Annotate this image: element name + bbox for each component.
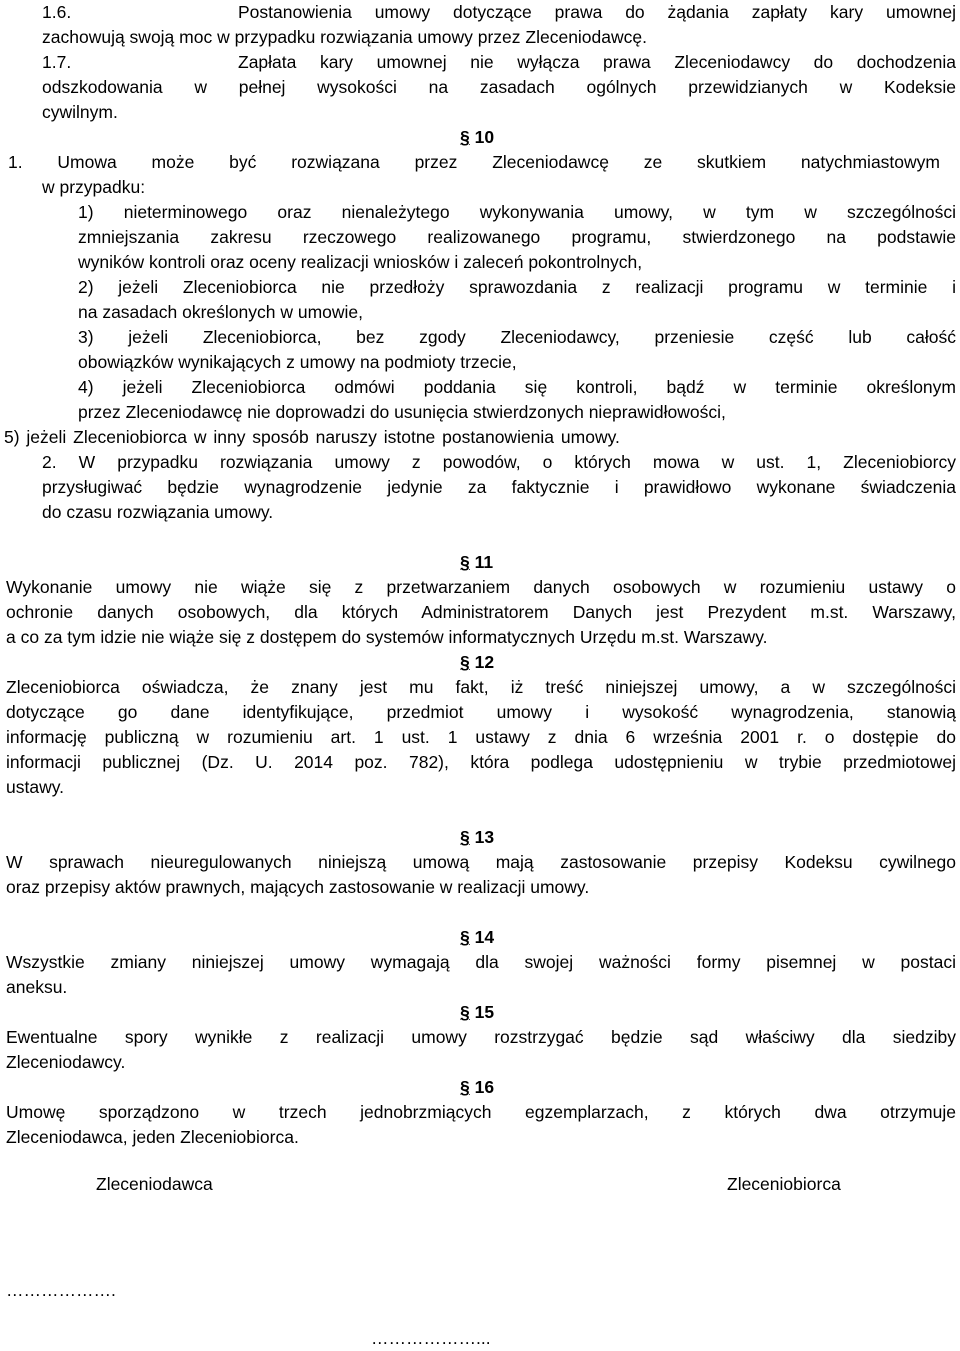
paragraph-line: cywilnym. [42, 102, 118, 122]
paragraph-line: przysługiwać będzie wynagrodzenie jedynie za faktycznie i prawidłowo wykonane świadczenia [42, 477, 956, 497]
paragraph-line: dotyczące go dane identyfikujące, przedmiot umowy i wysokość wynagrodzenia, stanowią [6, 702, 956, 722]
list-item-line: 3) jeżeli Zleceniobiorca, bez zgody Zleceniodawcy, przeniesie część lub całość [78, 327, 956, 347]
paragraph-line: Zleceniobiorca oświadcza, że znany jest mu fakt, iż treść niniejszej umowy, a w szczególności [6, 677, 956, 697]
paragraph-line: Umowę sporządzono w trzech jednobrzmiących egzemplarzach, z których dwa otrzymuje [6, 1102, 956, 1122]
item-number: 1.6. [42, 2, 72, 22]
paragraph-line: Zleceniodawcy. [6, 1052, 126, 1072]
section-heading-15: § 15 [460, 1002, 495, 1022]
list-item-line: obowiązków wynikających z umowy na podmioty trzecie, [78, 352, 517, 372]
list-item-line: 4) jeżeli Zleceniobiorca odmówi poddania się kontroli, bądź w terminie określonym [78, 377, 956, 397]
paragraph-line: Wszystkie zmiany niniejszej umowy wymagają dla swojej ważności formy pisemnej w postaci [6, 952, 956, 972]
list-item-line: zmniejszania zakresu rzeczowego realizowanego programu, stwierdzonego na podstawie [78, 227, 956, 247]
section-heading-11: § 11 [460, 552, 494, 572]
paragraph-line: w przypadku: [42, 177, 146, 197]
paragraph-line: do czasu rozwiązania umowy. [42, 502, 274, 522]
paragraph-line: odszkodowania w pełnej wysokości na zasadach ogólnych przewidzianych w Kodeksie [42, 77, 956, 97]
paragraph-line: oraz przepisy aktów prawnych, mających zastosowanie w realizacji umowy. [6, 877, 590, 897]
list-item-line: 2) jeżeli Zleceniobiorca nie przedłoży sprawozdania z realizacji programu w terminie i [78, 277, 956, 297]
paragraph-line: zachowują swoją moc w przypadku rozwiązania umowy przez Zleceniodawcę. [42, 27, 647, 47]
section-heading-10: § 10 [460, 127, 495, 147]
paragraph-line: ochronie danych osobowych, dla których Administratorem Danych jest Prezydent m.st. Warszawy, [6, 602, 956, 622]
section-heading-16: § 16 [460, 1077, 495, 1097]
paragraph-line: Postanowienia umowy dotyczące prawa do żądania zapłaty kary umownej [238, 2, 956, 22]
list-item-line: 1) nieterminowego oraz nienależytego wykonywania umowy, w tym w szczególności [78, 202, 956, 222]
signature-dots: ………………. [6, 1280, 116, 1300]
section-heading-14: § 14 [460, 927, 495, 947]
paragraph-line: informację publiczną w rozumieniu art. 1 ust. 1 ustawy z dnia 6 września 2001 r. o dostępie do [6, 727, 956, 747]
paragraph-line: 2. W przypadku rozwiązania umowy z powodów, o których mowa w ust. 1, Zleceniobiorcy [42, 452, 956, 472]
paragraph-line: informacji publicznej (Dz. U. 2014 poz. 782), która podlega udostępnieniu w trybie przedmiotowej [6, 752, 956, 772]
paragraph-line: Wykonanie umowy nie wiąże się z przetwarzaniem danych osobowych w rozumieniu ustawy o [6, 577, 956, 597]
list-item-line: 5) jeżeli Zleceniobiorca w inny sposób naruszy istotne postanowienia umowy. [4, 427, 620, 447]
paragraph-line: aneksu. [6, 977, 68, 997]
list-item-line: przez Zleceniodawcę nie doprowadzi do usunięcia stwierdzonych nieprawidłowości, [78, 402, 726, 422]
item-number: 1.7. [42, 52, 72, 72]
section-heading-13: § 13 [460, 827, 495, 847]
paragraph-line: W sprawach nieuregulowanych niniejszą umową mają zastosowanie przepisy Kodeksu cywilnego [6, 852, 956, 872]
list-item-line: na zasadach określonych w umowie, [78, 302, 364, 322]
paragraph-line: Zleceniodawca, jeden Zleceniobiorca. [6, 1127, 299, 1147]
signature-dots: ………………... [371, 1328, 491, 1348]
signature-label-left: Zleceniodawca [96, 1174, 213, 1194]
paragraph-line: ustawy. [6, 777, 65, 797]
signature-label-right: Zleceniobiorca [727, 1174, 841, 1194]
section-heading-12: § 12 [460, 652, 495, 672]
section-symbol: § [460, 127, 470, 147]
paragraph-line: Zapłata kary umownej nie wyłącza prawa Zleceniodawcy do dochodzenia [238, 52, 956, 72]
list-item-line: wyników kontroli oraz oceny realizacji wniosków i zaleceń pokontrolnych, [78, 252, 643, 272]
paragraph-line: a co za tym idzie nie wiąże się z dostępem do systemów informatycznych Urzędu m.st. Warszawy. [6, 627, 768, 647]
paragraph-line: Ewentualne spory wynikłe z realizacji umowy rozstrzygać będzie sąd właściwy dla siedziby [6, 1027, 956, 1047]
paragraph-line: 1. Umowa może być rozwiązana przez Zleceniodawcę ze skutkiem natychmiastowym [8, 152, 940, 172]
